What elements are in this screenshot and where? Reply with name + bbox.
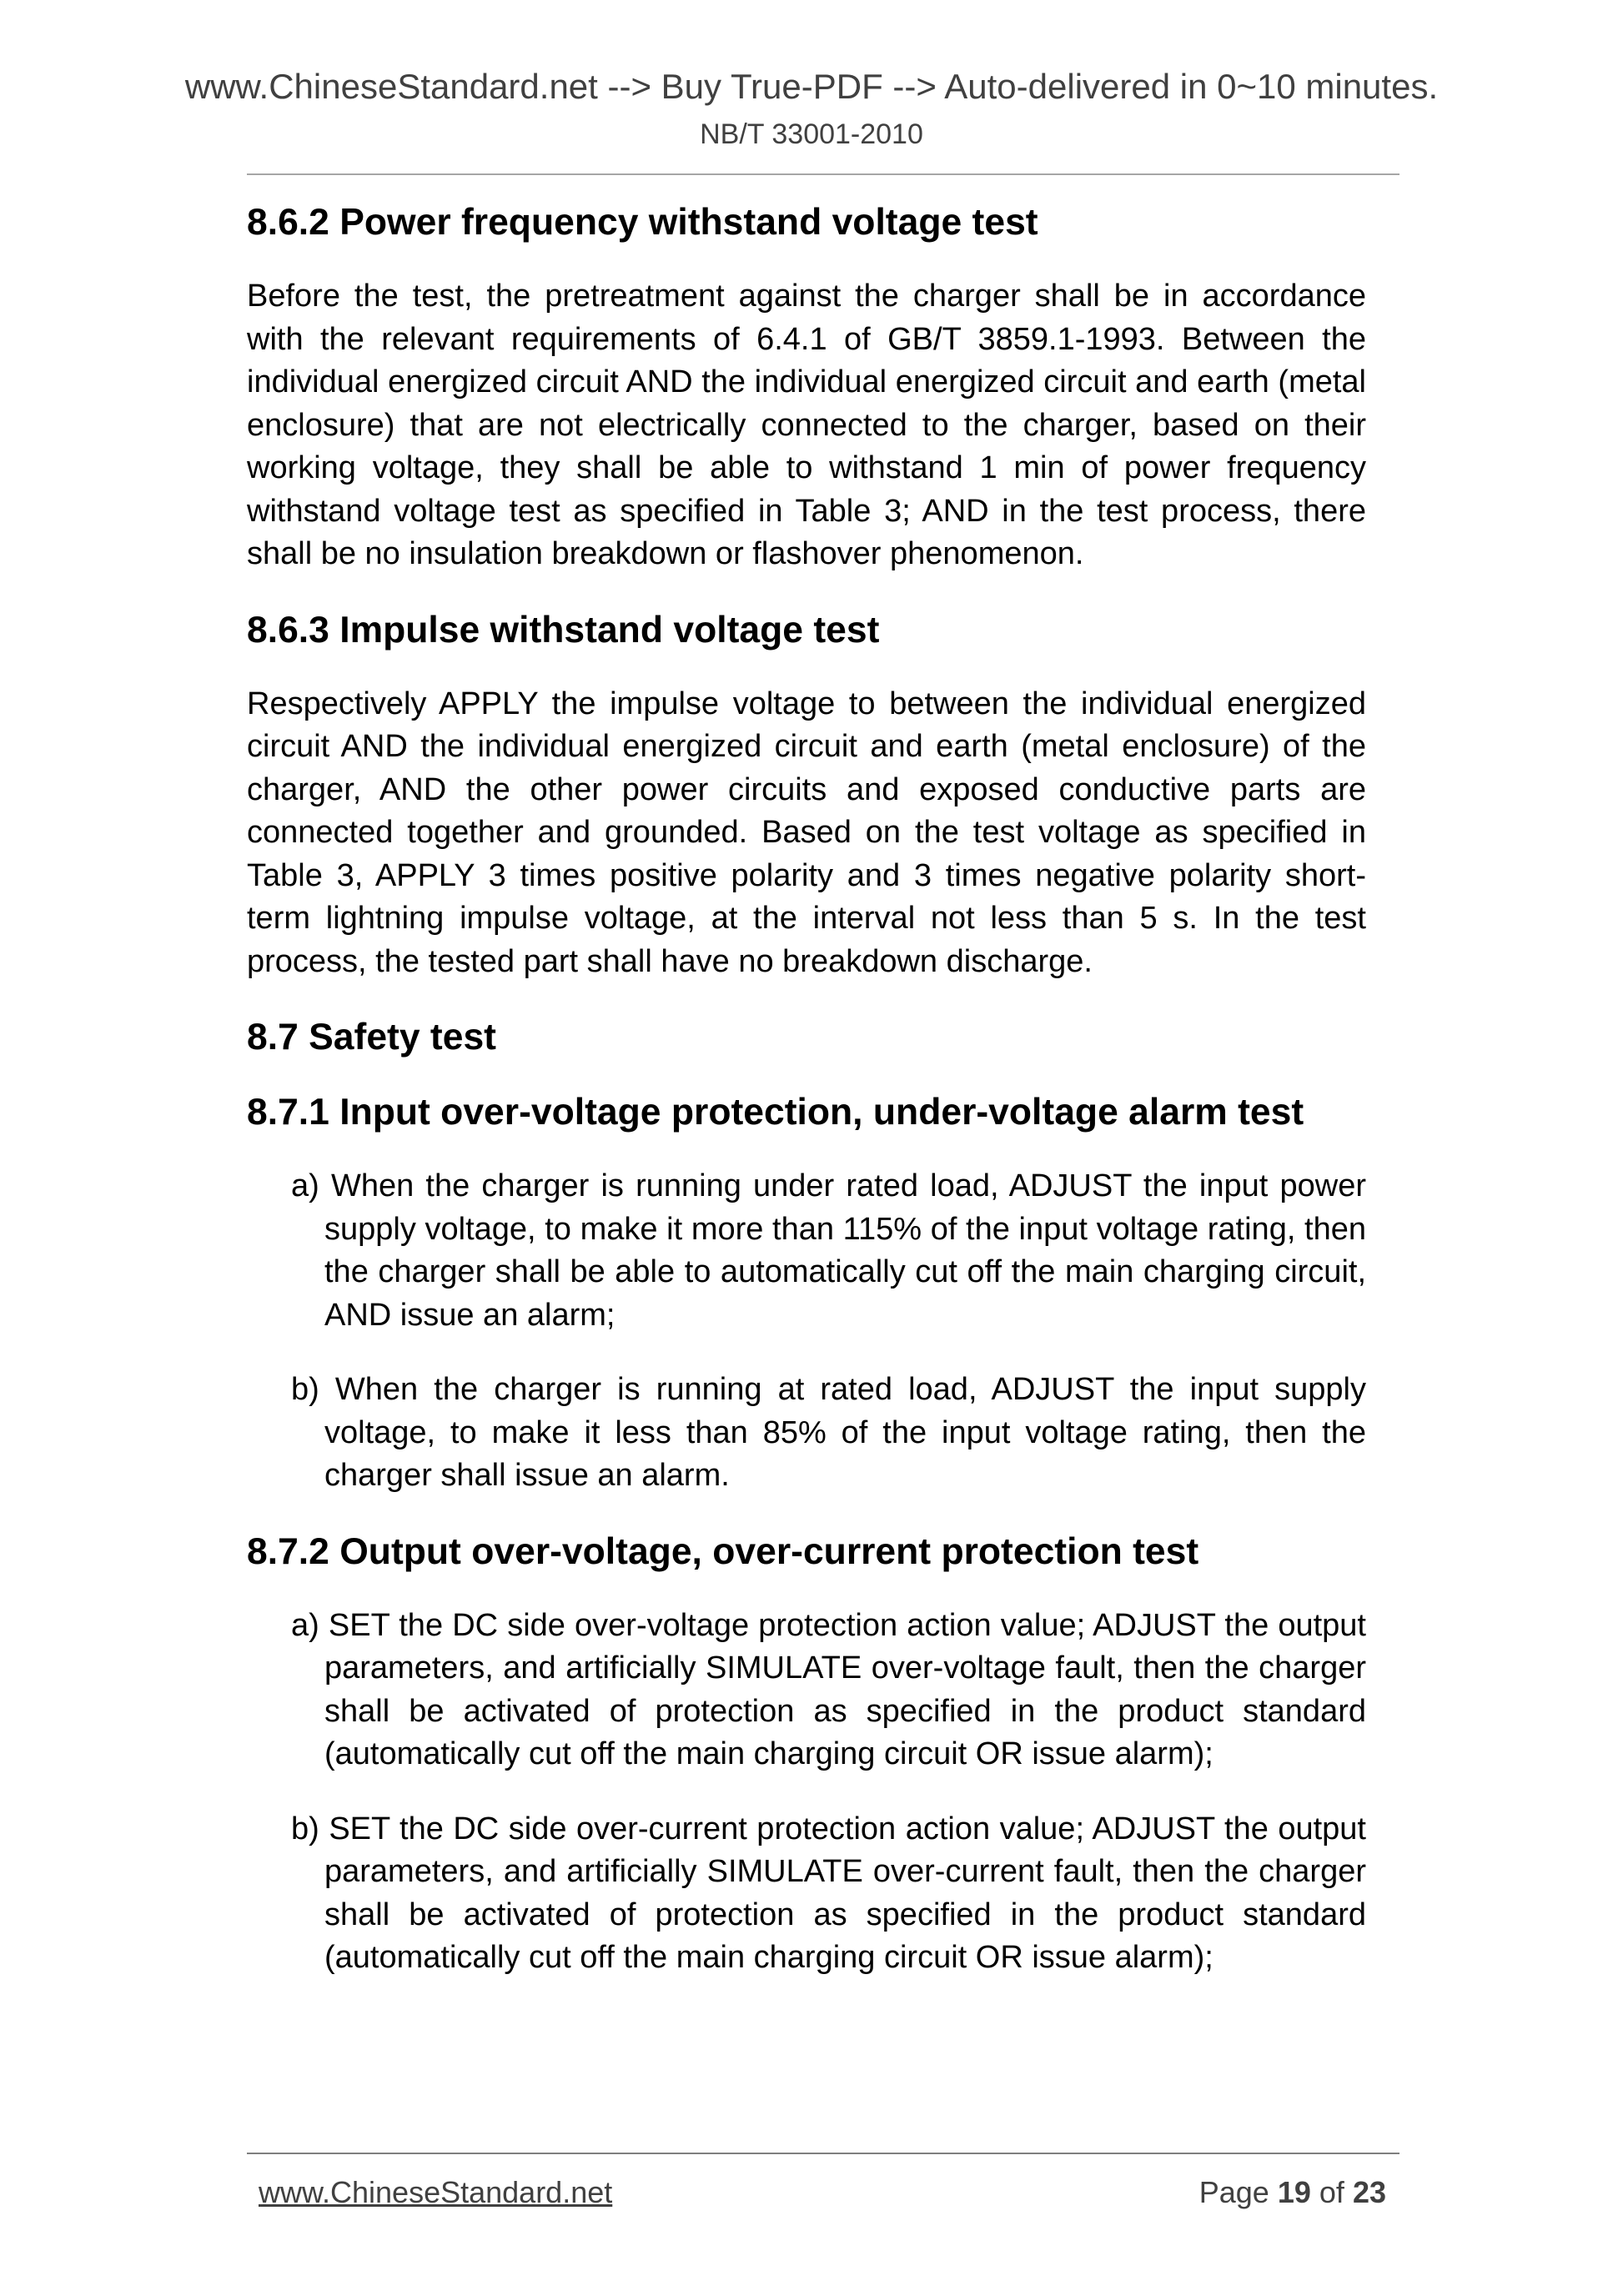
list-item-8-7-1-a (247, 1165, 1366, 1337)
section-paragraph-8-6-2: Before the test, the pretreatment against the charger shall be in accordance with the relevant requirements of 6.4.1 of GB/T 3859.1-1993. Between the individual energized circuit AND the individual energized circuit and earth (metal enclosure) that are not electrically connected to the charger, based on their working voltage, they shall be able to withstand 1 min of power frequency withstand voltage test as specified in Table 3; AND in the test process, there shall be no insulation breakdown or flashover phenomenon. (247, 279, 1366, 571)
page-number (1199, 2174, 1386, 2211)
section-heading-8-7-1: 8.7.1 Input over-voltage protection, under-voltage alarm test (247, 1092, 1304, 1133)
page-word: Page (1198, 2175, 1269, 2209)
list-item-text: SET the DC side over-voltage protection action value; ADJUST the output parameters, and artificially SIMULATE over-voltage fault, then the charger shall be activated of protection as specified in the product standard (automatically cut off the main charging circuit OR issue alarm); (324, 1607, 1366, 1771)
section-heading-8-7: 8.7 Safety test (247, 1017, 496, 1058)
page-current: 19 (1277, 2175, 1311, 2209)
section-paragraph-8-6-3: Respectively APPLY the impulse voltage to between the individual energized circuit AND the individual energized circuit and earth (metal enclosure) of the charger, AND the other power circuits and exposed conductive parts are connected together and grounded. Based on the test voltage as specified in Table 3, APPLY 3 times positive polarity and 3 times negative polarity short-term lightning impulse voltage, at the interval not less than 5 s. In the test process, the tested part shall have no breakdown discharge. (247, 686, 1366, 979)
list-item-text: When the charger is running at rated load, ADJUST the input supply voltage, to make it less than 85% of the input voltage rating, then the charger shall issue an alarm. (324, 1372, 1366, 1493)
list-marker: a) (291, 1168, 319, 1203)
footer-divider (247, 2153, 1399, 2154)
list-marker: a) (291, 1607, 319, 1643)
document-code: NB/T 33001-2010 (700, 118, 923, 150)
page-content (247, 200, 1366, 1980)
top-banner[interactable]: www.ChineseStandard.net --> Buy True-PDF --> Auto-delivered in 0~10 minutes. (184, 67, 1439, 106)
section-heading-8-6-2: 8.6.2 Power frequency withstand voltage test (247, 202, 1038, 243)
list-item-8-7-1-b (247, 1369, 1366, 1498)
list-item-text: When the charger is running under rated load, ADJUST the input power supply voltage, to make it more than 115% of the input voltage rating, then the charger shall be able to automatically cut off the main charging circuit, AND issue an alarm; (324, 1168, 1366, 1333)
list-marker: b) (291, 1372, 319, 1407)
list-item-8-7-2-b (247, 1808, 1366, 1980)
header-divider (247, 173, 1399, 175)
footer-site-link[interactable]: www.ChineseStandard.net (259, 2175, 613, 2209)
section-heading-8-6-3: 8.6.3 Impulse withstand voltage test (247, 609, 880, 651)
list-item-text: SET the DC side over-current protection action value; ADJUST the output parameters, and artificially SIMULATE over-current fault, then the charger shall be activated of protection as specified in the product standard (automatically cut off the main charging circuit OR issue alarm); (324, 1811, 1366, 1975)
list-marker: b) (291, 1811, 319, 1846)
list-item-8-7-2-a (247, 1605, 1366, 1776)
page-of: of (1319, 2175, 1344, 2209)
page-total: 23 (1352, 2175, 1386, 2209)
section-heading-8-7-2: 8.7.2 Output over-voltage, over-current protection test (247, 1530, 1199, 1572)
